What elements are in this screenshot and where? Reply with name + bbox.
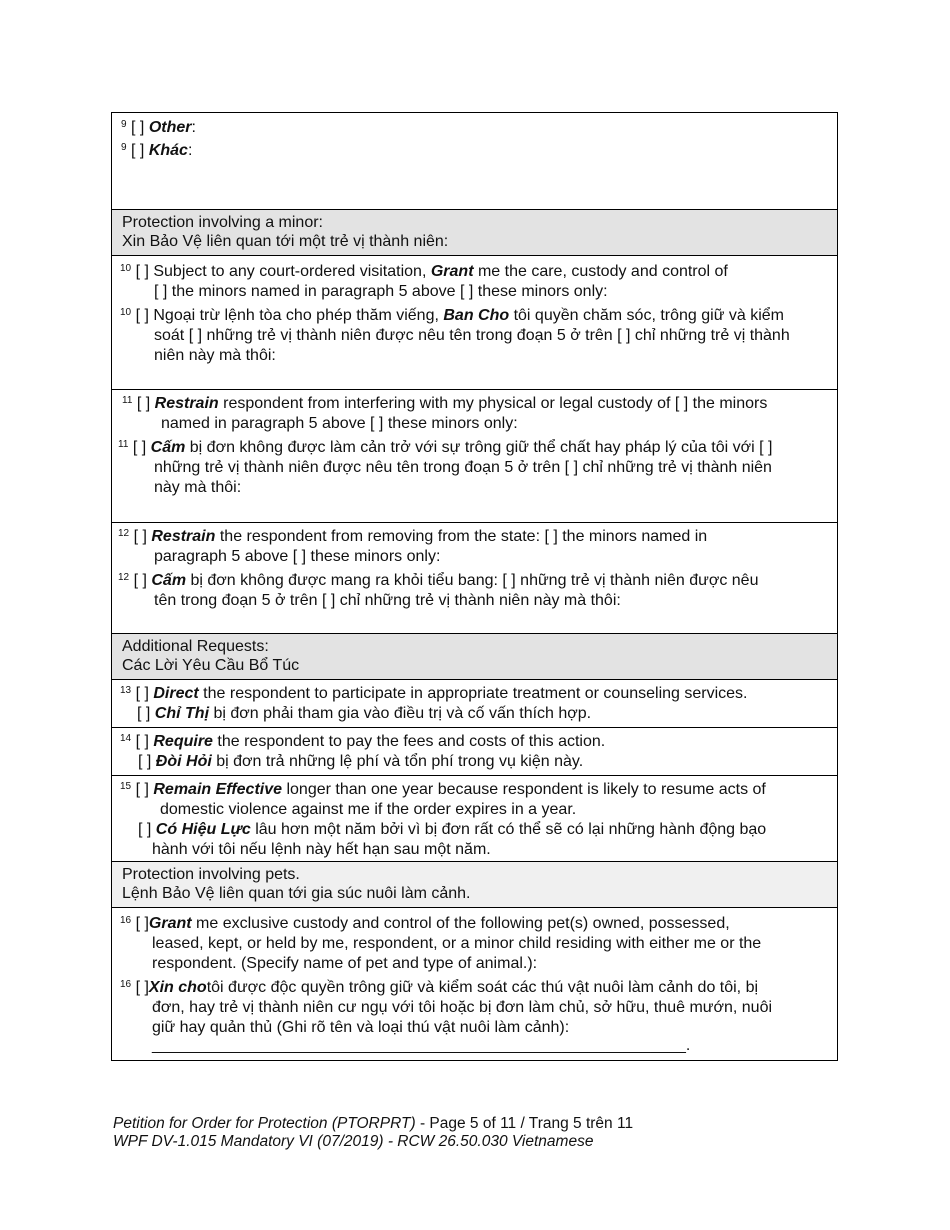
item-text: này mà thôi: (154, 479, 242, 496)
checkbox[interactable]: [ ] (137, 705, 151, 722)
row-item-14 (112, 728, 837, 776)
item-number: 12 (118, 572, 130, 583)
item-text: tên trong đoạn 5 ở trên [ ] chỉ những trẻ vị thành niên này mà thôi: (154, 592, 621, 609)
keyword: Restrain (151, 528, 216, 545)
item-text: me exclusive custody and control of the following pet(s) owned, possessed, (191, 915, 730, 932)
item-16-en (120, 914, 730, 934)
section-title-en: Additional Requests: (122, 638, 269, 655)
item-text: đơn, hay trẻ vị thành niên cư ngụ với tôi hoặc bị đơn làm chủ, sở hữu, thuê mướn, nuôi (152, 999, 773, 1016)
section-title-en: Protection involving a minor: (122, 214, 323, 231)
checkbox[interactable]: [ ] (138, 821, 152, 838)
item-number: 14 (120, 733, 132, 744)
row-item-13 (112, 680, 837, 728)
item-text: longer than one year because respondent is likely to resume acts of (282, 781, 766, 798)
item-text: bị đơn trả những lệ phí và tổn phí trong vụ kiện này. (211, 753, 584, 770)
item-text: respondent from interfering with my physical or legal custody of [ ] the minors (218, 395, 768, 412)
item-text: những trẻ vị thành niên được nêu tên trong đoạn 5 ở trên [ ] chỉ những trẻ vị thành niên (154, 459, 772, 476)
keyword: Grant (148, 915, 192, 932)
checkbox[interactable]: [ ] (135, 915, 149, 932)
checkbox[interactable]: [ ] (135, 733, 149, 750)
keyword: Require (153, 733, 213, 750)
petition-form-table (111, 112, 838, 1061)
keyword: Direct (153, 685, 199, 702)
item-9-en: $^9$ [ ] Other: (121, 119, 196, 136)
keyword: Có Hiệu Lực (155, 821, 251, 838)
item-13-en (120, 684, 748, 704)
checkbox[interactable]: [ ] (136, 395, 151, 412)
item-12-vi (118, 571, 758, 591)
item-number: 9 (121, 142, 127, 153)
keyword: Cấm (150, 439, 186, 456)
item-text: hành với tôi nếu lệnh này hết hạn sau một năm. (152, 841, 491, 858)
keyword: Grant (430, 263, 474, 280)
item-text: me the care, custody and control of (473, 263, 728, 280)
item-number: 16 (120, 979, 132, 990)
pet-name-input[interactable]: ____________________________________________________________. (152, 1037, 691, 1054)
other-label: Other (148, 119, 192, 136)
item-number: 10 (120, 307, 132, 318)
item-11-en (122, 394, 767, 414)
keyword: Restrain (154, 395, 219, 412)
keyword: Đòi Hỏi (155, 753, 212, 770)
item-text: named in paragraph 5 above [ ] these minors only: (161, 415, 518, 432)
item-number: 11 (122, 395, 133, 406)
item-number: 10 (120, 263, 132, 274)
item-text: soát [ ] những trẻ vị thành niên được nêu tên trong đoạn 5 ở trên [ ] chỉ những trẻ vị thành (154, 327, 790, 344)
keyword: Cấm (151, 572, 187, 589)
item-14-vi (138, 752, 583, 772)
checkbox[interactable]: [ ] (138, 753, 152, 770)
footer-form-title: Petition for Order for Protection (PTORPRT) (113, 1115, 416, 1132)
item-text: bị đơn phải tham gia vào điều trị và cố vấn thích hợp. (209, 705, 592, 722)
keyword: Ban Cho (443, 307, 510, 324)
row-item-15 (112, 776, 837, 862)
row-item-10 (112, 256, 837, 390)
item-number: 13 (120, 685, 132, 696)
checkbox[interactable]: [ ] (133, 528, 147, 545)
item-text: giữ hay quản thủ (Ghi rõ tên và loại thú vật nuôi làm cảnh): (152, 1019, 570, 1036)
item-10-vi (120, 306, 784, 326)
section-header-minor (112, 210, 837, 256)
item-10-en (120, 262, 728, 282)
row-item-11 (112, 390, 837, 523)
section-title-vi: Các Lời Yêu Cầu Bổ Túc (122, 657, 300, 674)
item-number: 12 (118, 528, 130, 539)
item-14-en (120, 732, 605, 752)
checkbox[interactable]: [ ] (135, 685, 149, 702)
checkbox[interactable]: [ ] (133, 572, 147, 589)
section-header-pets (112, 862, 837, 908)
checkbox[interactable]: [ ] (132, 439, 147, 456)
section-title-vi: Xin Bảo Vệ liên quan tới một trẻ vị thành niên: (122, 233, 449, 250)
item-text: paragraph 5 above [ ] these minors only: (154, 548, 441, 565)
footer-page-number: - Page 5 of 11 / Trang 5 trên 11 (415, 1115, 634, 1132)
item-15-en (120, 780, 766, 800)
keyword: Remain Effective (153, 781, 283, 798)
item-text: tôi quyền chăm sóc, trông giữ và kiểm (509, 307, 784, 324)
footer-line-1 (113, 1115, 633, 1133)
item-number: 15 (120, 781, 132, 792)
checkbox[interactable]: [ ] (131, 119, 145, 136)
section-title-en: Protection involving pets. (122, 866, 300, 883)
item-text: the respondent to pay the fees and costs of this action. (212, 733, 606, 750)
row-other (112, 113, 837, 210)
item-text: [ ] Ngoại trừ lệnh tòa cho phép thăm viếng, (135, 307, 444, 324)
item-number: 16 (120, 915, 132, 926)
item-number: 11 (118, 439, 129, 450)
item-text: [ ] the minors named in paragraph 5 above [ ] these minors only: (154, 283, 608, 300)
checkbox[interactable]: [ ] (135, 781, 149, 798)
item-text: domestic violence against me if the order expires in a year. (160, 801, 577, 818)
keyword: Xin cho (148, 979, 207, 996)
item-text: lâu hơn một năm bởi vì bị đơn rất có thể sẽ có lại những hành động bạo (250, 821, 767, 838)
item-text: leased, kept, or held by me, respondent, or a minor child residing with either me or the (152, 935, 762, 952)
item-text: respondent. (Specify name of pet and type of animal.): (152, 955, 538, 972)
checkbox[interactable]: [ ] (131, 142, 145, 159)
row-item-12 (112, 523, 837, 634)
keyword: Chỉ Thị (154, 705, 210, 722)
section-title-vi: Lệnh Bảo Vệ liên quan tới gia súc nuôi làm cảnh. (122, 885, 471, 902)
other-label-vi: Khác (148, 142, 188, 159)
item-text: bị đơn không được mang ra khỏi tiểu bang: [ ] những trẻ vị thành niên được nêu (186, 572, 759, 589)
checkbox[interactable]: [ ] (135, 979, 149, 996)
item-9-vi: $^9$ [ ] Khác: (121, 142, 193, 159)
item-12-en (118, 527, 707, 547)
row-item-16 (112, 908, 837, 1060)
item-text: tôi được độc quyền trông giữ và kiểm soát các thú vật nuôi làm cảnh do tôi, bị (206, 979, 759, 996)
item-text: bị đơn không được làm cản trở với sự trông giữ thể chất hay pháp lý của tôi với [ ] (185, 439, 773, 456)
item-11-vi (118, 438, 772, 458)
item-13-vi (137, 704, 591, 724)
item-16-vi (120, 978, 758, 998)
footer-line-2: WPF DV-1.015 Mandatory VI (07/2019) - RCW 26.50.030 Vietnamese (113, 1133, 594, 1150)
item-text: the respondent from removing from the state: [ ] the minors named in (215, 528, 708, 545)
item-text: niên này mà thôi: (154, 347, 276, 364)
item-text: the respondent to participate in appropriate treatment or counseling services. (198, 685, 748, 702)
item-15-vi (138, 820, 766, 840)
item-number: 9 (121, 119, 127, 130)
item-text: [ ] Subject to any court-ordered visitation, (135, 263, 431, 280)
section-header-additional (112, 634, 837, 680)
